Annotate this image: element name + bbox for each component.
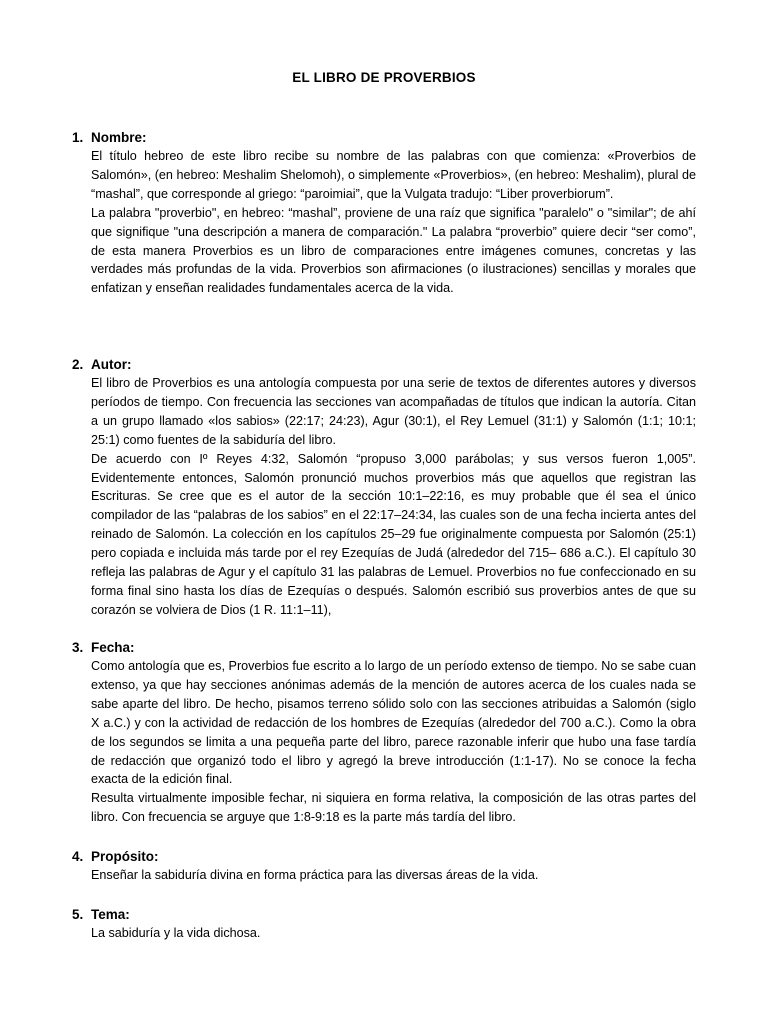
section-heading [72,355,696,374]
section-fecha [72,638,696,827]
section-number: 5. [72,907,84,922]
section-title: Tema: [91,907,130,922]
section-tema [72,905,696,943]
paragraph: La sabiduría y la vida dichosa. [91,926,261,940]
section-body [91,866,696,885]
paragraph: Resulta virtualmente imposible fechar, ni siquiera en forma relativa, la composición de las otras partes del libro. Con frecuencia se arguye que 1:8-9:18 es la parte más tardía del libro. [91,791,696,825]
section-proposito [72,847,696,885]
paragraph: El libro de Proverbios es una antología compuesta por una serie de textos de diferentes autores y diversos períodos de tiempo. Con frecuencia las secciones van acompañadas de títulos que indican la autoría. Citan a un grupo llamado «los sabios» (22:17; 24:23), Agur (30:1), el Rey Lemuel (31:1) y Salomón (1:1; 10:1; 25:1) como fuentes de la sabiduría del libro. [91,376,696,447]
section-number: 4. [72,849,84,864]
section-number: 1. [72,130,84,145]
paragraph: Enseñar la sabiduría divina en forma práctica para las diversas áreas de la vida. [91,868,539,882]
paragraph: De acuerdo con Iº Reyes 4:32, Salomón “propuso 3,000 parábolas; y sus versos fueron 1,005”. Evidentemente entonces, Salomón pronunció muchos proverbios más que aquellos que registran las Escrituras. Se cree que es el autor de la sección 10:1–22:16, es muy probable que él sea el único compilador de las “palabras de los sabios” en el 22:17–24:34, las cuales son de una fecha incierta antes del reinado de Salomón. La colección en los capítulos 25–29 fue originalmente compuesta por Salomón (25:1) pero copiada e incluida más tarde por el rey Ezequías de Judá (alrededor del 715– 686 a.C.). El capítulo 30 refleja las palabras de Agur y el capítulo 31 las palabras de Lemuel. Proverbios no fue confeccionado en su forma final sino hasta los días de Ezequías o después. Salomón escribió sus proverbios antes de que su corazón se volviera de Dios (1 R. 11:1–11), [91,451,696,617]
section-body [91,657,696,827]
section-body [91,924,696,943]
section-title: Autor: [91,357,132,372]
document-title: EL LIBRO DE PROVERBIOS [292,70,476,85]
section-heading [72,847,696,866]
section-heading [72,128,696,147]
section-title: Nombre: [91,130,147,145]
section-nombre [72,128,696,298]
section-number: 3. [72,640,84,655]
section-title: Fecha: [91,640,135,655]
section-body [91,147,696,298]
paragraph: La palabra "proverbio", en hebreo: “mashal”, proviene de una raíz que significa "paralelo" o "similar"; de ahí que signifique "una descripción a manera de comparación." La palabra “proverbio” quiere decir “ser como”, de esta manera Proverbios es un libro de comparaciones entre imágenes comunes, concretas y las verdades más profundas de la vida. Proverbios son afirmaciones (o ilustraciones) sencillas y morales que enfatizan y enseñan realidades fundamentales acerca de la vida. [91,205,696,296]
section-heading [72,905,696,924]
section-title: Propósito: [91,849,159,864]
section-autor [72,355,696,620]
section-number: 2. [72,357,84,372]
paragraph: Como antología que es, Proverbios fue escrito a lo largo de un período extenso de tiempo. No se sabe cuan extenso, ya que hay secciones anónimas además de la mención de autores acerca de los cuales nada se sabe aparte del libro. De hecho, pisamos terreno sólido solo con las secciones atribuidas a Salomón (siglo X a.C.) y con la actividad de redacción de los hombres de Ezequías (alrededor del 700 a.C.). Como la obra de los segundos se limita a una pequeña parte del libro, parece razonable inferir que hubo una fase tardía de redacción que organizó todo el libro y agregó la breve introducción (1:1-17). No se conoce la fecha exacta de la edición final. [91,659,696,787]
section-body [91,374,696,620]
section-heading [72,638,696,657]
paragraph: El título hebreo de este libro recibe su nombre de las palabras con que comienza: «Proverbios de Salomón», (en hebreo: Meshalim Shelomoh), o simplemente «Proverbios», (en hebreo: Meshalim), plural de “mashal”, que corresponde al griego: “paroimiai”, que la Vulgata tradujo: “Liber proverbiorum”. [91,149,696,201]
